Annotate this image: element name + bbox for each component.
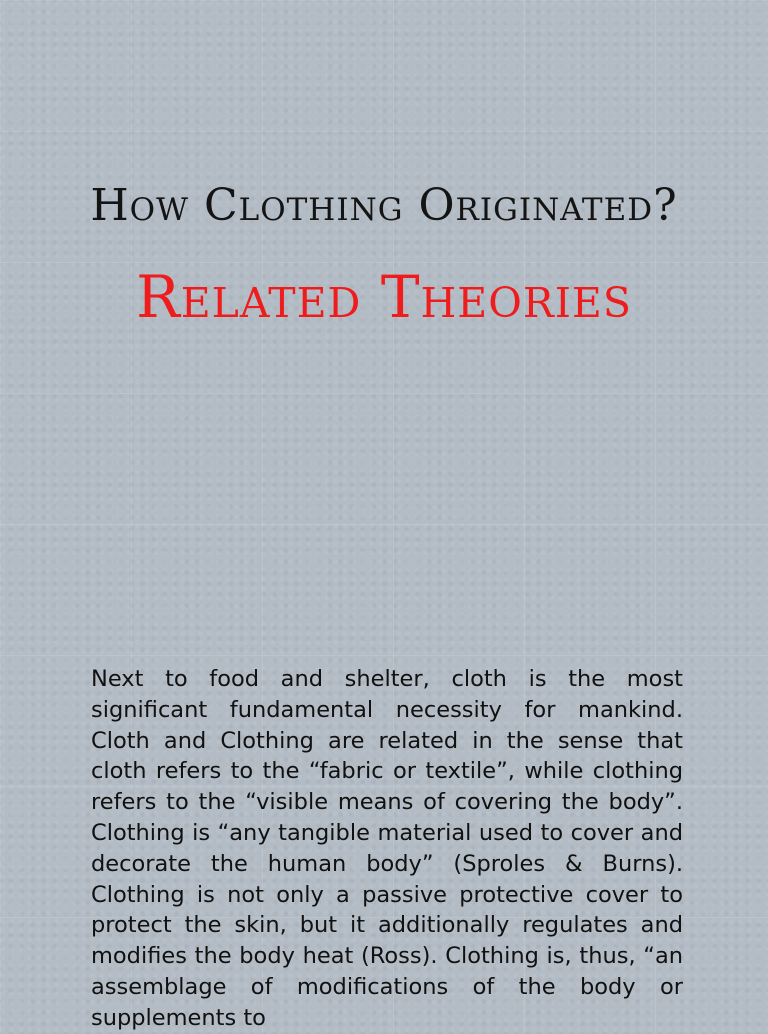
slide-subtitle: Related Theories xyxy=(136,263,632,331)
slide-title: How Clothing Originated? xyxy=(90,180,678,231)
body-paragraph: Next to food and shelter, cloth is the most significant fundamental necessity for mankind. Cloth and Clothing are related in the sense that cloth refers to the “fabric or textile”, while clothing refers to the “visible means of covering the body”. Clothing is “any tangible material used to cover and decorate the human body” (Sproles & Burns). Clothing is not only a passive protective cover to protect the skin, but it additionally regulates and modifies the body heat (Ross). Clothing is, thus, “an assemblage of modifications of the body or supplements to xyxy=(91,666,683,1031)
